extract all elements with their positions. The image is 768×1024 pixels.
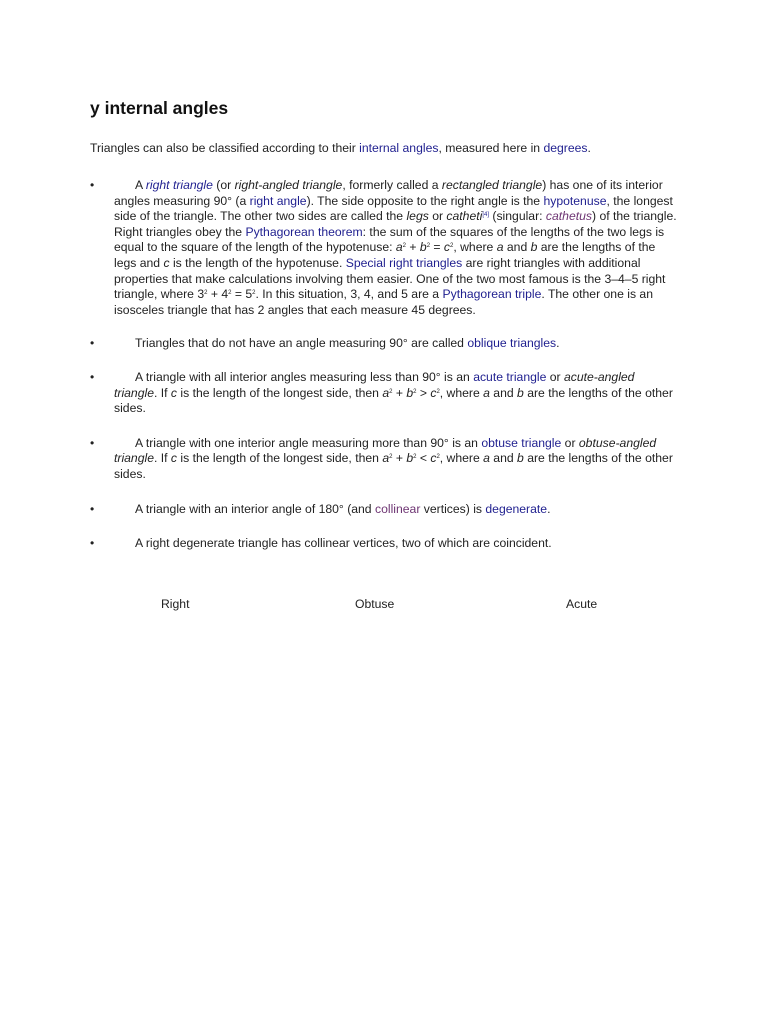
item-var: c [170,451,178,466]
item-text: : the sum of the squares of the lengths of the two legs is equal to the square of the length of the hypotenuse: [114,224,665,255]
formula-var: c [430,385,437,400]
item-text: and [489,385,518,400]
label-acute: Acute [566,597,598,611]
formula-exponent: 2 [389,388,393,395]
footnote-link[interactable]: [4] [482,212,490,219]
formula-exponent: 2 [413,388,417,395]
formula-var: a [395,240,403,255]
item-italic: acute-angled triangle [114,369,635,400]
formula-exponent: 2 [426,243,431,250]
formula-exponent: 2 [389,454,393,461]
section-heading: y internal angles [90,98,229,118]
intro-text: . [587,141,591,155]
item-text: . The other one is an isosceles triangle that has 2 angles that each measure 45 degrees. [114,287,653,317]
item-text: or [428,209,447,224]
item-text: Triangles that do not have an angle measuring 90° are called [135,336,468,351]
oblique-triangles-link[interactable]: oblique triangles [467,336,557,351]
bullet-icon: • [90,178,95,192]
right-angle-link[interactable]: right angle [249,193,307,208]
hypotenuse-link[interactable]: hypotenuse [543,193,607,208]
formula-var: b [419,240,427,255]
cathetus-link-text: cathetus [545,209,592,224]
formula-exponent: 2 [413,454,417,461]
item-text: , the longest side of the triangle. The other two sides are called the [114,193,673,224]
formula-var: a [382,451,390,466]
formula-var: c [430,451,437,466]
item-text: are the lengths of the legs and [114,240,656,270]
formula-var: b [406,451,414,466]
formula-op: + [392,385,407,400]
item-text: are the lengths of the other sides. [114,451,673,481]
label-right: Right [161,597,190,611]
item-text: A triangle with all interior angles measuring less than 90° is an [135,369,474,384]
formula-exponent: 2 [436,454,440,461]
list-item-right-triangle [90,178,680,318]
item-text: (singular: [489,209,546,224]
bullet-icon: • [90,536,95,551]
bullet-icon: • [90,435,95,450]
formula-exponent: 2 [402,243,407,250]
formula-exponent: 2 [204,290,208,297]
triangle-labels-row [0,597,768,615]
degrees-link[interactable]: degrees [543,141,588,155]
pythagorean-triple-link[interactable]: Pythagorean triple [442,287,542,302]
bullet-icon: • [90,501,95,516]
label-obtuse: Obtuse [355,597,395,611]
item-text: . If [153,451,171,466]
degenerate-link[interactable]: degenerate [485,501,548,516]
right-triangle-link-text: right triangle [145,178,213,192]
item-italic: legs [406,209,429,224]
item-text: is the length of the longest side, then [177,385,383,400]
formula-op: + [406,240,420,255]
special-right-triangles-link[interactable]: Special right triangles [345,255,463,270]
formula-exponent: 2 [436,388,440,395]
intro-text: Triangles can also be classified according to their [90,141,360,155]
item-text: is the length of the hypotenuse. [169,255,346,270]
acute-triangle-link[interactable]: acute triangle [473,369,547,384]
item-text: (or [212,178,235,192]
pythagorean-formula [396,240,453,254]
item-text: ) of the triangle. Right triangles obey the [114,209,677,239]
item-text: are right triangles with additional properties that make calculations involving them easier. One of the two most famous is the 3–4–5 right triangle, where 3 [114,255,666,302]
item-text: = 5 [231,287,253,302]
item-text: . [547,501,551,516]
item-text: , where [439,451,484,466]
item-var: c [170,385,178,400]
item-var: a [496,240,504,255]
formula-exponent: 2 [450,243,454,250]
item-text: A [135,178,146,192]
item-text: and [503,240,531,255]
bullet-icon: • [90,336,95,351]
formula-op: < [416,451,431,466]
formula-var: c [443,240,451,255]
formula-var: a [382,385,390,400]
item-text: . In this situation, 3, 4, and 5 are a [255,287,443,302]
formula-op: = [430,240,444,255]
item-italic: obtuse-angled triangle [114,435,657,466]
item-text: A triangle with one interior angle measuring more than 90° is an [135,435,482,450]
item-text: A right degenerate triangle has collinear vertices, two of which are coincident. [135,536,552,551]
formula-exponent: 2 [252,290,256,297]
collinear-link[interactable]: collinear [374,501,421,516]
item-text: vertices) is [420,501,486,516]
item-text: ) has one of its interior angles measuring 90° (a [114,178,663,208]
item-text: , where [439,385,484,400]
item-var: c [163,255,170,270]
item-var: a [483,385,490,400]
item-text: , where [453,240,497,255]
intro-paragraph [90,141,690,157]
item-text: . If [153,385,171,400]
acute-formula [382,386,439,400]
list-item-obtuse [90,436,680,483]
item-italic: right-angled triangle [234,178,343,192]
item-text: ). The side opposite to the right angle is the [306,193,544,208]
item-text: A triangle with an interior angle of 180° (and [135,501,375,516]
item-text: is the length of the longest side, then [177,451,383,466]
list-item-degenerate [90,502,680,518]
bullet-icon: • [90,369,95,384]
item-text: . [556,336,560,351]
list-item-right-degenerate [90,536,680,552]
item-var: b [517,451,524,466]
obtuse-formula [382,451,439,465]
pythagorean-theorem-link[interactable]: Pythagorean theorem [245,224,363,239]
item-var: a [483,451,490,466]
right-triangle-link[interactable] [146,178,213,192]
intro-text: , measured here in [438,141,544,155]
list-item-oblique [90,336,680,352]
obtuse-triangle-link[interactable]: obtuse triangle [481,435,562,450]
item-text: or [561,435,579,450]
item-text: and [489,451,518,466]
item-italic: rectangled triangle [441,178,543,192]
item-text: , formerly called a [342,178,442,192]
triangle-types-list [90,178,680,552]
list-item-acute [90,370,680,417]
formula-op: + [392,451,407,466]
formula-op: > [416,385,431,400]
internal-angles-link[interactable]: internal angles [359,141,439,155]
item-var: b [517,385,524,400]
cathetus-link[interactable] [546,209,592,223]
item-text: are the lengths of the other sides. [114,385,673,416]
formula-exponent: 2 [228,290,232,297]
item-text: + 4 [207,287,229,302]
item-italic: catheti [446,209,483,224]
formula-var: b [406,385,414,400]
item-var: b [530,240,538,255]
item-text: or [546,369,564,384]
